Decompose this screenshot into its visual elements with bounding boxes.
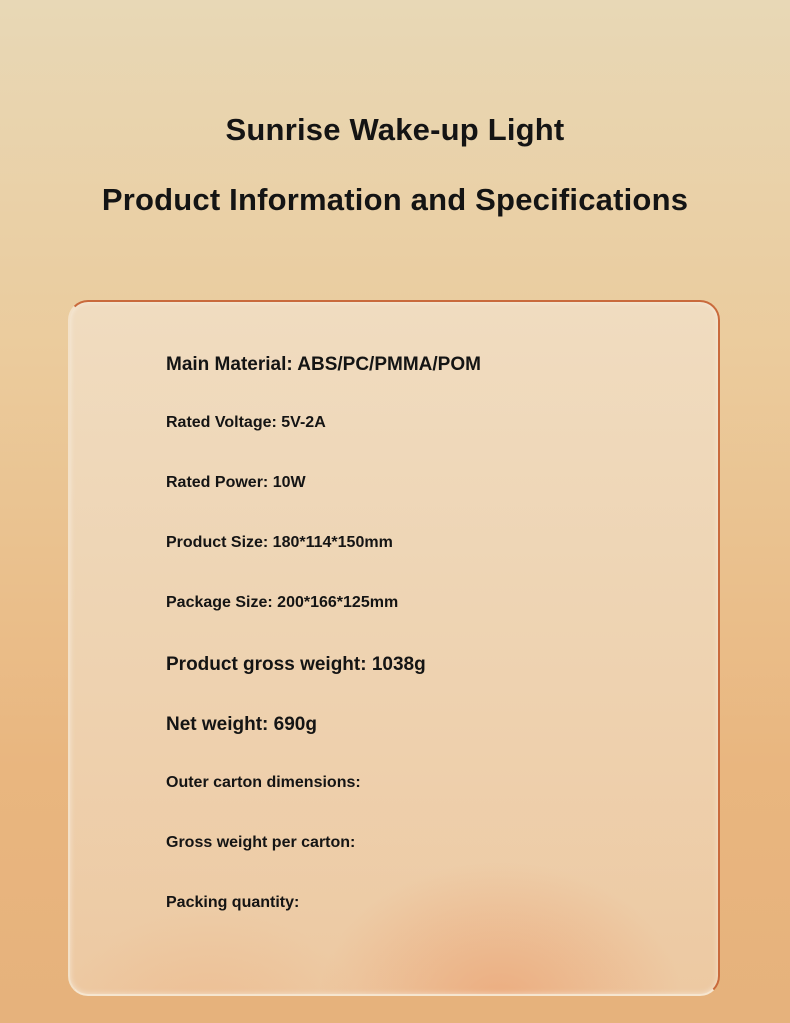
spec-card xyxy=(68,300,720,996)
spec-product-size: Product Size: 180*114*150mm xyxy=(166,534,393,551)
spec-packing-quantity: Packing quantity: xyxy=(166,894,300,911)
spec-carton-dimensions: Outer carton dimensions: xyxy=(166,774,361,791)
spec-package-size: Package Size: 200*166*125mm xyxy=(166,594,399,611)
spec-main-material: Main Material: ABS/PC/PMMA/POM xyxy=(166,354,481,375)
spec-net-weight: Net weight: 690g xyxy=(166,714,317,735)
page-title: Sunrise Wake-up Light xyxy=(225,112,565,147)
spec-rated-voltage: Rated Voltage: 5V-2A xyxy=(166,414,326,431)
page-subtitle: Product Information and Specifications xyxy=(101,182,689,217)
spec-rated-power: Rated Power: 10W xyxy=(166,474,306,491)
spec-carton-gross-weight: Gross weight per carton: xyxy=(166,834,356,851)
spec-gross-weight: Product gross weight: 1038g xyxy=(166,654,426,675)
